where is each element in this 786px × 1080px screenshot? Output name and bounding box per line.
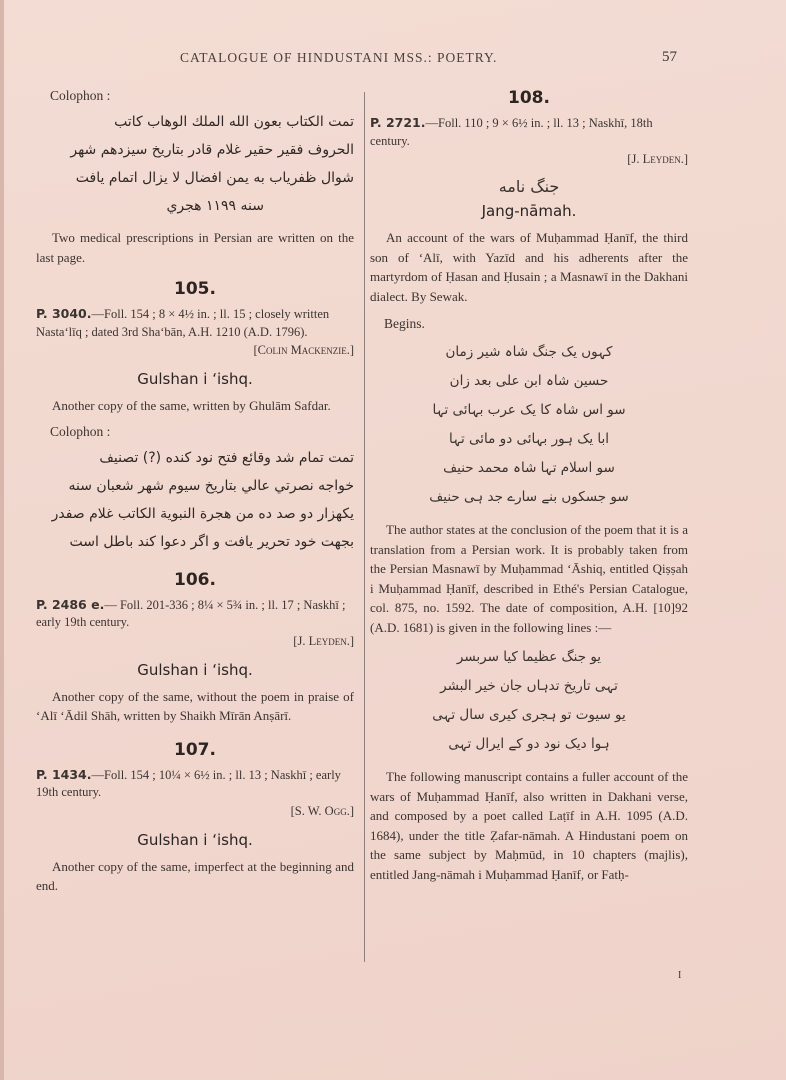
entry-108-title-arabic: جنگ نامه — [498, 177, 560, 196]
following-paragraph: The following manuscript contains a fuller account of the wars of Muḥammad Ḥanīf, also written in Dakhani verse, and composed by a poet called Laṭīf in A.H. 1095 (A.D. 1684), under the title Ẓafar-nāmah. A Hindustani poem on the same subject by Maḥmūd, in 10 chapters (majlis), entitled Jang-nāmah i Muḥammad Ḥanīf, or Fatḥ- — [370, 769, 688, 882]
verse-line: یو سیوت تو ہجری کیری سال تہی — [432, 707, 626, 723]
verse-line: سو اس شاہ کا یک عرب بہائی تہا — [432, 402, 626, 418]
collation: —Foll. 110 ; 9 × 6½ in. ; ll. 13 ; Naskhī, 18th century. — [370, 116, 653, 148]
colophon-line: تمت الكتاب بعون الله الملك الوهاب كاتب — [114, 114, 354, 130]
entry-106-meta — [36, 596, 354, 632]
collation: —Foll. 154 ; 10¼ × 6½ in. ; ll. 13 ; Naskhī ; early 19th century. — [36, 767, 341, 799]
colophon-text — [36, 108, 354, 220]
entry-105-title: Gulshan i ‘ishq. — [137, 370, 253, 388]
running-head: CATALOGUE OF HINDUSTANI MSS.: POETRY. — [180, 50, 498, 65]
colophon-line: الحروف فقير حقير غلام قادر بتاريخ سيزدهم شهر — [70, 142, 354, 158]
verse-line: یو جنگ عظیما کیا سربسر — [456, 649, 602, 665]
verse-line: حسین شاہ ابن علی بعد زان — [449, 373, 609, 389]
entry-number-107: 107. — [174, 739, 216, 760]
entry-105-meta — [36, 305, 354, 341]
entry-number-106: 106. — [174, 569, 216, 590]
entry-108-meta — [370, 114, 688, 150]
left-column — [36, 88, 354, 896]
colophon-label: Colophon : — [50, 88, 111, 103]
colophon-line: تمت تمام شد وقائع فتح نود كنده (?) تصنيف — [99, 449, 354, 466]
verse-line: سو جسکوں بنے سارے جد ہی حنیف — [429, 489, 629, 505]
colophon-line: يكهزار دو صد ده من هجرة النبوية الكاتب غلام صفدر — [51, 505, 354, 522]
verse-line: سو اسلام تہا شاہ محمد حنیف — [443, 460, 615, 476]
column-divider — [364, 92, 365, 962]
collation: — Foll. 201-336 ; 8¼ × 5¾ in. ; ll. 17 ; Naskhī ; early 19th century. — [36, 597, 346, 629]
page-number: 57 — [662, 49, 677, 65]
entry-106-description: Another copy of the same, without the poem in praise of ‘Alī ‘Ādil Shāh, written by Shaikh Mīrān Anṣārī. — [36, 688, 354, 723]
entry-105-colophon-text — [36, 444, 354, 556]
date-paragraph: The author states at the conclusion of the poem that it is a translation from a Persian work. It is probably taken from the Persian Masnawī by Muḥammad ‘Āshiq, entitled Qiṣṣah i Muḥammad Ḥanīf, described in Ethé's Persian Catalogue, col. 875, no. 1592. The date of composition, A.H. [10]92 (A.D. 1681) is given in the following lines :— — [370, 522, 688, 635]
entry-107-title: Gulshan i ‘ishq. — [137, 830, 253, 849]
entry-number-105: 105. — [174, 279, 216, 299]
verse-line: ہوا دیک نود دو کے ایرال تہی — [448, 736, 610, 752]
entry-105-description: Another copy of the same, written by Ghulām Safdar. — [52, 398, 331, 413]
entry-107-description: Another copy of the same, imperfect at the beginning and end. — [36, 858, 354, 893]
entry-107-donor: [S. W. Ogg.] — [290, 803, 354, 818]
colophon-line: شوال ظفرياب به يمن افضال لا يزال اتمام يافت — [75, 170, 354, 186]
press-mark: P. 1434. — [36, 766, 92, 782]
press-mark: P. 3040. — [36, 306, 92, 321]
date-verses — [370, 643, 688, 759]
entry-105-colophon-label: Colophon : — [50, 423, 111, 439]
begins-verses — [370, 338, 688, 512]
collation: —Foll. 154 ; 8 × 4½ in. ; ll. 15 ; closely written Nasta‘līq ; dated 3rd Sha‘bān, A.H. 1210 (A.D. 1796). — [36, 307, 330, 339]
note-paragraph: Two medical prescriptions in Persian are written on the last page. — [36, 230, 354, 265]
entry-106-title: Gulshan i ‘ishq. — [137, 660, 253, 679]
signature-mark: I — [678, 970, 682, 981]
entry-107-meta — [36, 766, 354, 802]
colophon-line: بجهت خود تحرير يافت و اگر دعوا كند باطل است — [69, 533, 354, 550]
right-column — [370, 88, 688, 884]
page-edge — [0, 0, 4, 1080]
press-mark: P. 2721. — [370, 115, 426, 130]
entry-108-donor: [J. Leyden.] — [627, 152, 688, 166]
verse-line: کہوں یک جنگ شاہ شیر زمان — [445, 344, 613, 360]
entry-number-108: 108. — [508, 88, 550, 108]
colophon-line: سنه ١١٩٩ هجري — [166, 198, 264, 214]
entry-108-description: An account of the wars of Muḥammad Ḥanīf, the third son of ‘Alī, with Yazīd and his adherents after the martyrdom of Ḥasan and Ḥusain ; a Masnawī in the Dakhani dialect. By Sewak. — [370, 230, 688, 304]
begins-label: Begins. — [384, 316, 425, 331]
entry-106-donor: [J. Leyden.] — [293, 633, 354, 648]
press-mark: P. 2486 e. — [36, 596, 105, 612]
verse-line: تہی تاریخ تدہاں جان خیر البشر — [440, 678, 618, 694]
entry-108-title: Jang-nāmah. — [481, 202, 577, 220]
entry-105-donor: [Colin Mackenzie.] — [253, 343, 354, 357]
verse-line: ابا یک ہور بہائی دو مائی تہا — [448, 431, 610, 447]
colophon-line: خواجه نصرتي عالي بتاريخ سيوم شهر شعبان سنه — [68, 477, 354, 494]
